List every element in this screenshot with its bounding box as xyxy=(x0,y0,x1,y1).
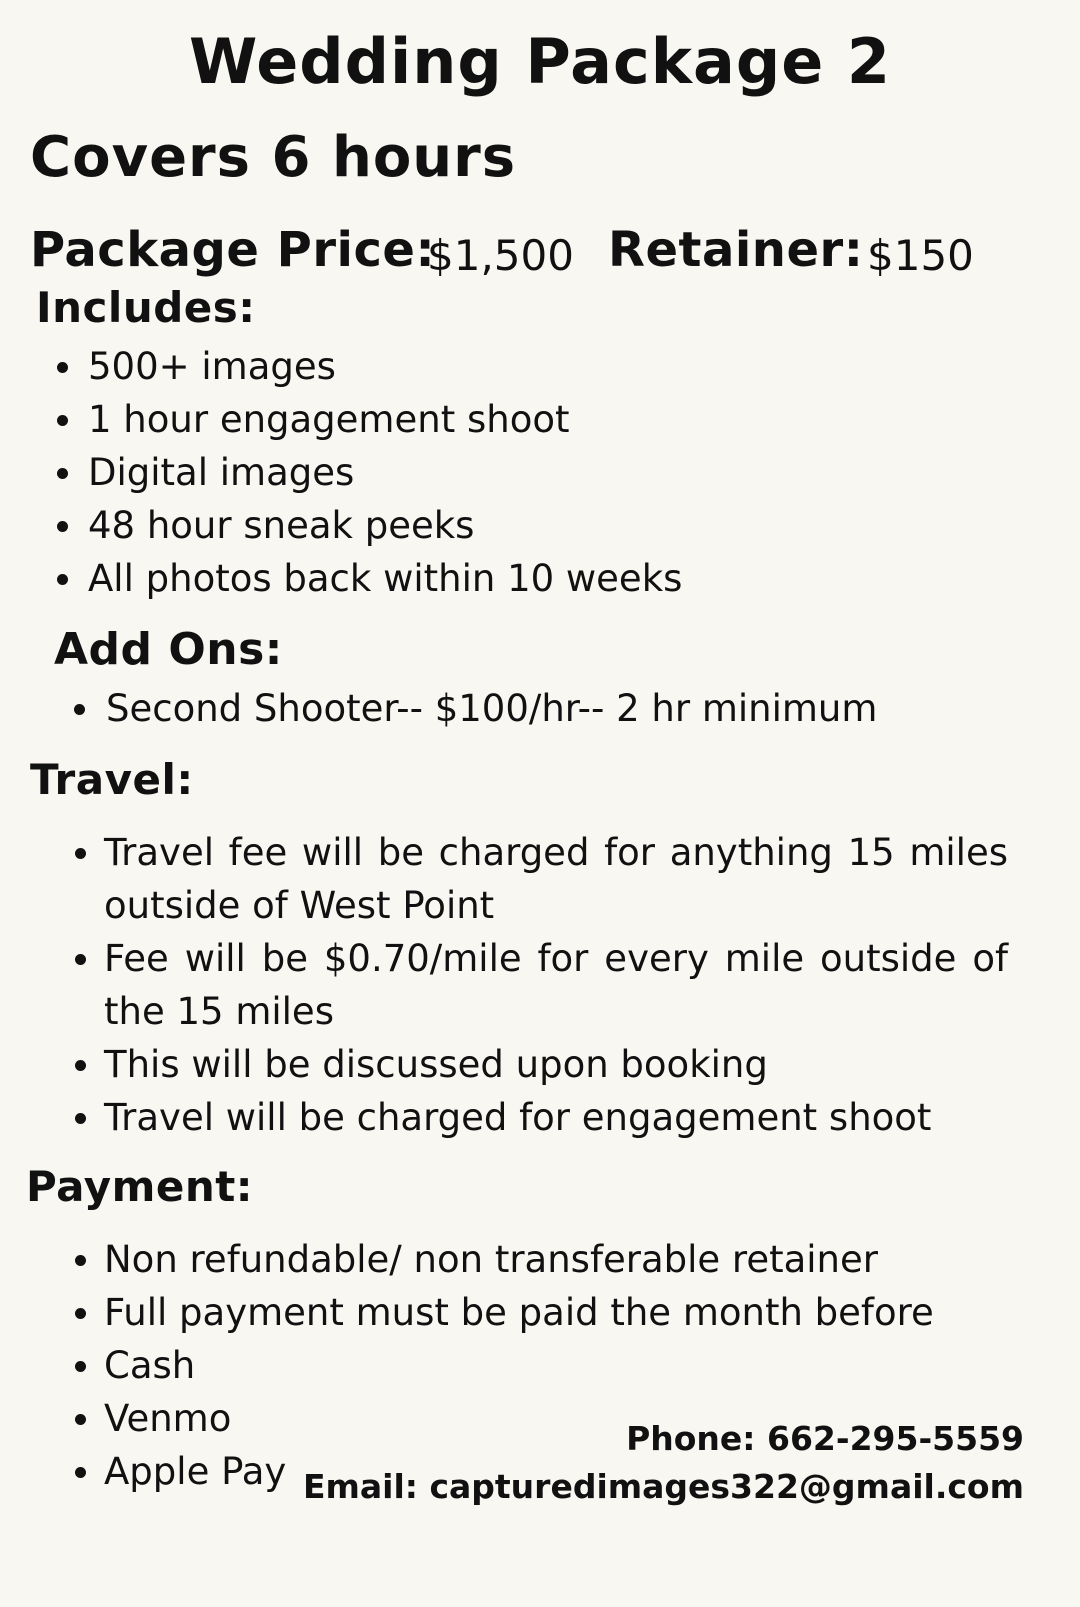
bullet-icon xyxy=(75,1414,86,1425)
contact-email: Email: capturedimages322@gmail.com xyxy=(302,1467,1024,1506)
list-item: This will be discussed upon booking xyxy=(104,1038,1008,1091)
bullet-icon xyxy=(57,521,68,532)
bullet-icon xyxy=(75,1361,86,1372)
bullet-icon xyxy=(57,415,68,426)
add-ons-heading: Add Ons: xyxy=(54,624,283,675)
list-item: 1 hour engagement shoot xyxy=(88,393,988,446)
retainer-label: Retainer: xyxy=(608,222,864,278)
retainer-value: $150 xyxy=(867,231,974,280)
list-item: Cash xyxy=(104,1339,984,1392)
package-price-label: Package Price: xyxy=(30,222,436,278)
bullet-icon xyxy=(57,574,68,585)
list-item: Travel will be charged for engagement shoot xyxy=(104,1091,1008,1144)
payment-heading: Payment: xyxy=(26,1162,254,1211)
coverage-heading: Covers 6 hours xyxy=(30,125,517,190)
bullet-icon xyxy=(75,1060,86,1071)
bullet-icon xyxy=(75,848,86,859)
list-item: Non refundable/ non transferable retainer xyxy=(104,1233,984,1286)
list-item: Digital images xyxy=(88,446,988,499)
bullet-icon xyxy=(57,468,68,479)
package-price-value: $1,500 xyxy=(427,231,574,280)
bullet-icon xyxy=(75,1255,86,1266)
page-title: Wedding Package 2 xyxy=(189,25,891,98)
list-item: Second Shooter-- $100/hr-- 2 hr minimum xyxy=(106,682,1006,735)
bullet-icon xyxy=(75,1308,86,1319)
bullet-icon xyxy=(57,362,68,373)
list-item: Travel fee will be charged for anything 15 miles outside of West Point xyxy=(104,826,1008,932)
list-item: 500+ images xyxy=(88,340,988,393)
includes-heading: Includes: xyxy=(36,283,256,332)
bullet-icon xyxy=(75,1113,86,1124)
bullet-icon xyxy=(75,954,86,965)
contact-phone: Phone: 662-295-5559 xyxy=(626,1419,1024,1458)
includes-list xyxy=(88,340,988,605)
list-item: Fee will be $0.70/mile for every mile outside of the 15 miles xyxy=(104,932,1008,1038)
list-item: Venmo xyxy=(104,1392,984,1445)
bullet-icon xyxy=(74,704,85,715)
list-item: Full payment must be paid the month before xyxy=(104,1286,984,1339)
add-ons-list xyxy=(106,682,1006,735)
travel-heading: Travel: xyxy=(30,755,194,804)
list-item: Apple Pay xyxy=(104,1445,984,1498)
list-item: All photos back within 10 weeks xyxy=(88,552,988,605)
bullet-icon xyxy=(75,1467,86,1478)
travel-list xyxy=(104,826,1008,1144)
list-item: 48 hour sneak peeks xyxy=(88,499,988,552)
